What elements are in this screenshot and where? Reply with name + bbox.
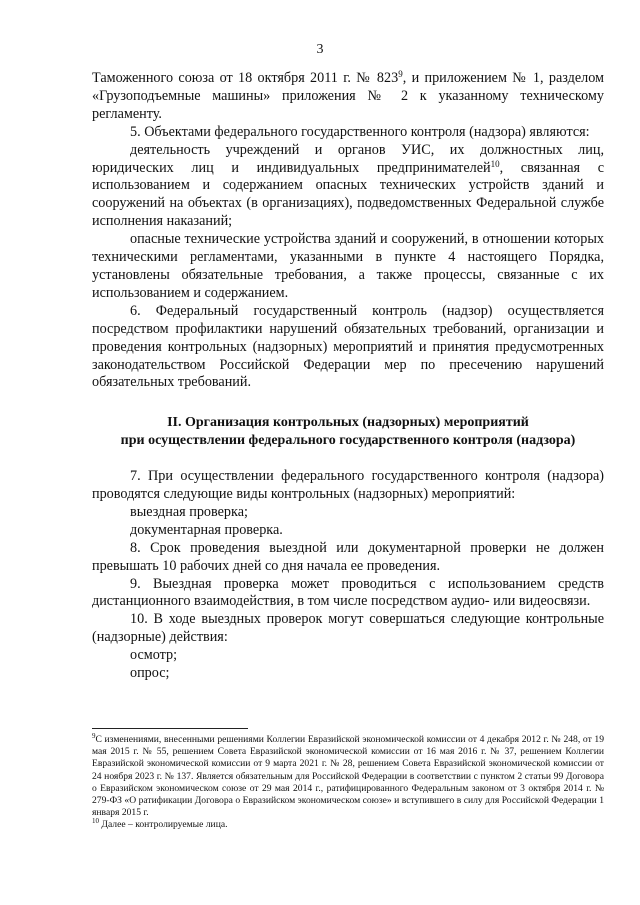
footnote: $^{10}$ Далее – контролируемые лица. [92, 817, 228, 831]
footnotes [92, 734, 604, 832]
list-item: выездная проверка; [130, 503, 248, 520]
paragraph: деятельность учреждений и органов УИС, их должностных лиц, юридических лиц и индивидуальных предпринимателей$^{10}$, связанная с использованием и содержанием опасных технических устройств зданий и сооружений на объектах (в организациях), подведомственных Федеральной службе исполнения наказаний; [92, 141, 604, 230]
footnote-ref: 9 [398, 69, 403, 79]
paragraph: 6. Федеральный государственный контроль (надзор) осуществляется посредством профилактики нарушений обязательных требований, организации и проведения контрольных (надзорных) мероприятий и принятия предусмотренных законодательством Российской Федерации мер по пресечению нарушений обязательных требований. [92, 302, 604, 391]
paragraph: 7. При осуществлении федерального государственного контроля (надзора) проводятся следующие виды контрольных (надзорных) мероприятий: [92, 468, 604, 503]
paragraph: 9. Выездная проверка может проводиться с использованием средств дистанционного взаимодействия, в том числе посредством аудио- или видеосвязи. [92, 575, 604, 610]
list-item: документарная проверка. [130, 521, 283, 538]
paragraph: 5. Объектами федерального государственного контроля (надзора) являются: [130, 123, 590, 140]
section-heading [92, 414, 604, 450]
paragraph: 8. Срок проведения выездной или документарной проверки не должен превышать 10 рабочих дней со дня начала ее проведения. [92, 539, 604, 574]
paragraph: опасные технические устройства зданий и сооружений, в отношении которых техническими регламентами, указанными в пункте 4 настоящего Порядка, установлены обязательные требования, а также процессы, связанные с их использованием и содержанием. [92, 231, 604, 301]
document-body [92, 70, 604, 683]
paragraph: Таможенного союза от 18 октября 2011 г. № $823^9$, и приложением № 1, разделом «Грузоподъемные машины» приложения № 2 к указанному техническому регламенту. [92, 69, 604, 122]
footnote: $^9$С изменениями, внесенными решениями Коллегии Евразийской экономической комиссии от 4 декабря 2012 г. № 248, от 19 мая 2015 г. № 55, решением Совета Евразийской экономической комиссии от 16 мая 2016 г. № 37, решением Коллегии Евразийской экономической комиссии от 9 марта 2021 г. № 28, решением Совета Евразийской экономической комиссии от 24 ноября 2023 г. № 137. Является обязательным для Российской Федерации в соответствии с пунктом 2 статьи 99 Договора о Евразийском экономическом союзе от 29 мая 2014 г., ратифицированного Федеральным законом от 3 октября 2014 г. № 279-ФЗ «О ратификации Договора о Евразийском экономическом союзе» и вступившего в силу для Российской Федерации 1 января 2015 г. [92, 732, 604, 819]
page-number: 3 [316, 42, 324, 57]
section-heading-line: при осуществлении федерального государственного контроля (надзора) [120, 433, 576, 449]
list-item: осмотр; [130, 647, 178, 664]
section-heading-line: II. Организация контрольных (надзорных) мероприятий [167, 415, 529, 431]
paragraph: 10. В ходе выездных проверок могут совершаться следующие контрольные (надзорные) действия: [92, 611, 604, 646]
footnote-divider [92, 728, 248, 729]
footnote-ref: 10 [490, 158, 500, 169]
list-item: опрос; [130, 665, 170, 682]
